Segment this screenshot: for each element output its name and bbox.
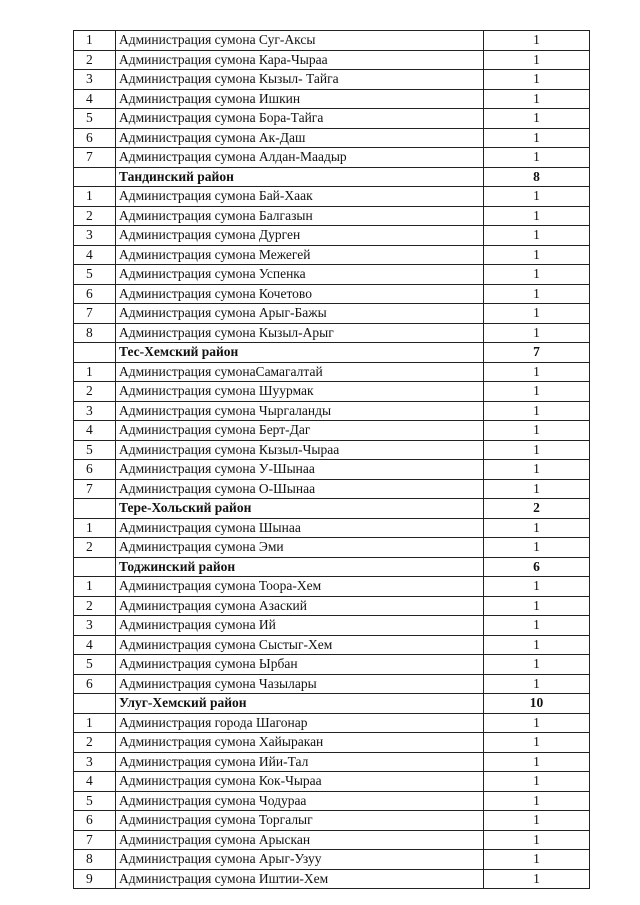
row-number-cell: 4 <box>74 772 116 792</box>
administration-name-cell: Администрация сумона Алдан-Маадыр <box>116 148 484 168</box>
row-number-cell: 5 <box>74 109 116 129</box>
administration-name-cell: Администрация сумона Иштии-Хем <box>116 869 484 889</box>
district-total-cell: 2 <box>484 499 590 519</box>
row-number-cell: 2 <box>74 50 116 70</box>
count-cell: 1 <box>484 811 590 831</box>
district-name-cell: Тоджинский район <box>116 557 484 577</box>
administration-name-cell: Администрация сумона Бай-Хаак <box>116 187 484 207</box>
row-number-cell: 4 <box>74 421 116 441</box>
count-cell: 1 <box>484 460 590 480</box>
count-cell: 1 <box>484 401 590 421</box>
count-cell: 1 <box>484 440 590 460</box>
row-number-cell: 1 <box>74 713 116 733</box>
count-cell: 1 <box>484 616 590 636</box>
district-name-cell: Улуг-Хемский район <box>116 694 484 714</box>
administration-name-cell: Администрация сумона Кызыл-Арыг <box>116 323 484 343</box>
row-number-cell: 5 <box>74 655 116 675</box>
row-number-cell: 3 <box>74 401 116 421</box>
table-row <box>74 323 590 343</box>
row-number-cell: 7 <box>74 830 116 850</box>
table-row <box>74 70 590 90</box>
count-cell: 1 <box>484 518 590 538</box>
table-row <box>74 811 590 831</box>
row-number-cell: 3 <box>74 752 116 772</box>
district-row <box>74 694 590 714</box>
count-cell: 1 <box>484 538 590 558</box>
administration-name-cell: Администрация сумона Эми <box>116 538 484 558</box>
count-cell: 1 <box>484 109 590 129</box>
table-row <box>74 752 590 772</box>
table-row <box>74 382 590 402</box>
district-total-cell: 10 <box>484 694 590 714</box>
district-row <box>74 167 590 187</box>
row-number-cell: 1 <box>74 518 116 538</box>
administration-name-cell: Администрация сумона Ий <box>116 616 484 636</box>
row-number-cell: 4 <box>74 635 116 655</box>
count-cell: 1 <box>484 206 590 226</box>
table-row <box>74 265 590 285</box>
district-name-cell: Тес-Хемский район <box>116 343 484 363</box>
table-row <box>74 518 590 538</box>
row-number-cell: 5 <box>74 265 116 285</box>
count-cell: 1 <box>484 421 590 441</box>
administration-name-cell: Администрация сумона Арыг-Бажы <box>116 304 484 324</box>
count-cell: 1 <box>484 187 590 207</box>
table-row <box>74 616 590 636</box>
count-cell: 1 <box>484 304 590 324</box>
table-row <box>74 655 590 675</box>
administration-name-cell: Администрация сумона Кара-Чыраа <box>116 50 484 70</box>
administration-name-cell: Администрация сумона Чыргаланды <box>116 401 484 421</box>
table-row <box>74 674 590 694</box>
district-name-cell: Тере-Хольский район <box>116 499 484 519</box>
row-number-cell: 9 <box>74 869 116 889</box>
administration-name-cell: Администрация сумона Арыг-Узуу <box>116 850 484 870</box>
table-row <box>74 850 590 870</box>
table-row <box>74 148 590 168</box>
row-number-cell: 8 <box>74 850 116 870</box>
administration-name-cell: Администрация сумона Балгазын <box>116 206 484 226</box>
row-number-cell: 1 <box>74 187 116 207</box>
count-cell: 1 <box>484 50 590 70</box>
district-total-cell: 7 <box>484 343 590 363</box>
administration-name-cell: Администрация сумона Азаский <box>116 596 484 616</box>
administration-name-cell: Администрация сумона Суг-Аксы <box>116 31 484 51</box>
count-cell: 1 <box>484 284 590 304</box>
row-number-cell: 4 <box>74 89 116 109</box>
administration-name-cell: Администрация сумона Ишкин <box>116 89 484 109</box>
count-cell: 1 <box>484 850 590 870</box>
administration-name-cell: Администрация сумона Кызыл- Тайга <box>116 70 484 90</box>
count-cell: 1 <box>484 382 590 402</box>
row-number-cell: 6 <box>74 460 116 480</box>
administration-name-cell: Администрация сумона Чодураа <box>116 791 484 811</box>
table-row <box>74 421 590 441</box>
administration-name-cell: Администрация сумона Сыстыг-Хем <box>116 635 484 655</box>
district-name-cell: Тандинский район <box>116 167 484 187</box>
table-row <box>74 538 590 558</box>
table-row <box>74 109 590 129</box>
table-row <box>74 362 590 382</box>
table-row <box>74 128 590 148</box>
administration-name-cell: Администрация сумона У-Шынаа <box>116 460 484 480</box>
count-cell: 1 <box>484 577 590 597</box>
table-row <box>74 772 590 792</box>
table-row <box>74 226 590 246</box>
count-cell: 1 <box>484 791 590 811</box>
table-row <box>74 304 590 324</box>
administration-name-cell: Администрация сумона Кызыл-Чыраа <box>116 440 484 460</box>
row-number-cell <box>74 343 116 363</box>
row-number-cell: 7 <box>74 148 116 168</box>
administration-name-cell: Администрация сумона Кочетово <box>116 284 484 304</box>
table-row <box>74 206 590 226</box>
row-number-cell <box>74 694 116 714</box>
table-row <box>74 635 590 655</box>
district-total-cell: 6 <box>484 557 590 577</box>
row-number-cell: 6 <box>74 674 116 694</box>
count-cell: 1 <box>484 245 590 265</box>
row-number-cell: 5 <box>74 791 116 811</box>
count-cell: 1 <box>484 479 590 499</box>
table-row <box>74 401 590 421</box>
row-number-cell: 1 <box>74 31 116 51</box>
count-cell: 1 <box>484 89 590 109</box>
count-cell: 1 <box>484 869 590 889</box>
row-number-cell: 2 <box>74 538 116 558</box>
district-row <box>74 343 590 363</box>
district-row <box>74 499 590 519</box>
administration-name-cell: Администрация сумона О-Шынаа <box>116 479 484 499</box>
row-number-cell: 3 <box>74 616 116 636</box>
row-number-cell: 8 <box>74 323 116 343</box>
table-row <box>74 869 590 889</box>
administration-name-cell: Администрация сумона Хайыракан <box>116 733 484 753</box>
count-cell: 1 <box>484 226 590 246</box>
district-total-cell: 8 <box>484 167 590 187</box>
count-cell: 1 <box>484 31 590 51</box>
table-row <box>74 50 590 70</box>
table-row <box>74 187 590 207</box>
district-row <box>74 557 590 577</box>
table-row <box>74 440 590 460</box>
count-cell: 1 <box>484 596 590 616</box>
administration-name-cell: Администрация сумона Ак-Даш <box>116 128 484 148</box>
count-cell: 1 <box>484 655 590 675</box>
administration-name-cell: Администрация сумона Бора-Тайга <box>116 109 484 129</box>
table-row <box>74 733 590 753</box>
row-number-cell: 1 <box>74 577 116 597</box>
table-row <box>74 830 590 850</box>
row-number-cell: 7 <box>74 479 116 499</box>
table-row <box>74 31 590 51</box>
row-number-cell: 2 <box>74 733 116 753</box>
row-number-cell <box>74 499 116 519</box>
table-row <box>74 713 590 733</box>
administration-name-cell: Администрация сумона Шынаа <box>116 518 484 538</box>
count-cell: 1 <box>484 148 590 168</box>
administration-name-cell: Администрация сумона Арыскан <box>116 830 484 850</box>
table-body <box>74 31 590 889</box>
row-number-cell: 3 <box>74 226 116 246</box>
row-number-cell <box>74 557 116 577</box>
table-row <box>74 245 590 265</box>
count-cell: 1 <box>484 674 590 694</box>
administration-name-cell: Администрация сумона Ийи-Тал <box>116 752 484 772</box>
count-cell: 1 <box>484 128 590 148</box>
count-cell: 1 <box>484 752 590 772</box>
administration-name-cell: Администрация сумона Межегей <box>116 245 484 265</box>
row-number-cell: 5 <box>74 440 116 460</box>
administrations-table <box>73 30 590 889</box>
count-cell: 1 <box>484 70 590 90</box>
row-number-cell: 3 <box>74 70 116 90</box>
administration-name-cell: Администрация сумона Тоора-Хем <box>116 577 484 597</box>
administration-name-cell: Администрация сумона Берт-Даг <box>116 421 484 441</box>
count-cell: 1 <box>484 362 590 382</box>
table-row <box>74 284 590 304</box>
administration-name-cell: Администрация сумона Успенка <box>116 265 484 285</box>
table-row <box>74 460 590 480</box>
row-number-cell: 7 <box>74 304 116 324</box>
table-row <box>74 89 590 109</box>
administration-name-cell: Администрация сумона Чазылары <box>116 674 484 694</box>
row-number-cell: 6 <box>74 128 116 148</box>
administration-name-cell: Администрация сумона Дурген <box>116 226 484 246</box>
administration-name-cell: Администрация сумона Кок-Чыраа <box>116 772 484 792</box>
row-number-cell: 2 <box>74 596 116 616</box>
table-row <box>74 577 590 597</box>
administration-name-cell: Администрация города Шагонар <box>116 713 484 733</box>
count-cell: 1 <box>484 830 590 850</box>
count-cell: 1 <box>484 733 590 753</box>
administration-name-cell: Администрация сумона Торгалыг <box>116 811 484 831</box>
row-number-cell: 4 <box>74 245 116 265</box>
count-cell: 1 <box>484 323 590 343</box>
table-row <box>74 479 590 499</box>
count-cell: 1 <box>484 635 590 655</box>
count-cell: 1 <box>484 265 590 285</box>
row-number-cell: 2 <box>74 206 116 226</box>
administration-name-cell: Администрация сумонаСамагалтай <box>116 362 484 382</box>
row-number-cell: 2 <box>74 382 116 402</box>
table-row <box>74 791 590 811</box>
count-cell: 1 <box>484 713 590 733</box>
table-row <box>74 596 590 616</box>
row-number-cell <box>74 167 116 187</box>
administration-name-cell: Администрация сумона Ырбан <box>116 655 484 675</box>
row-number-cell: 6 <box>74 811 116 831</box>
row-number-cell: 6 <box>74 284 116 304</box>
administration-name-cell: Администрация сумона Шуурмак <box>116 382 484 402</box>
row-number-cell: 1 <box>74 362 116 382</box>
count-cell: 1 <box>484 772 590 792</box>
